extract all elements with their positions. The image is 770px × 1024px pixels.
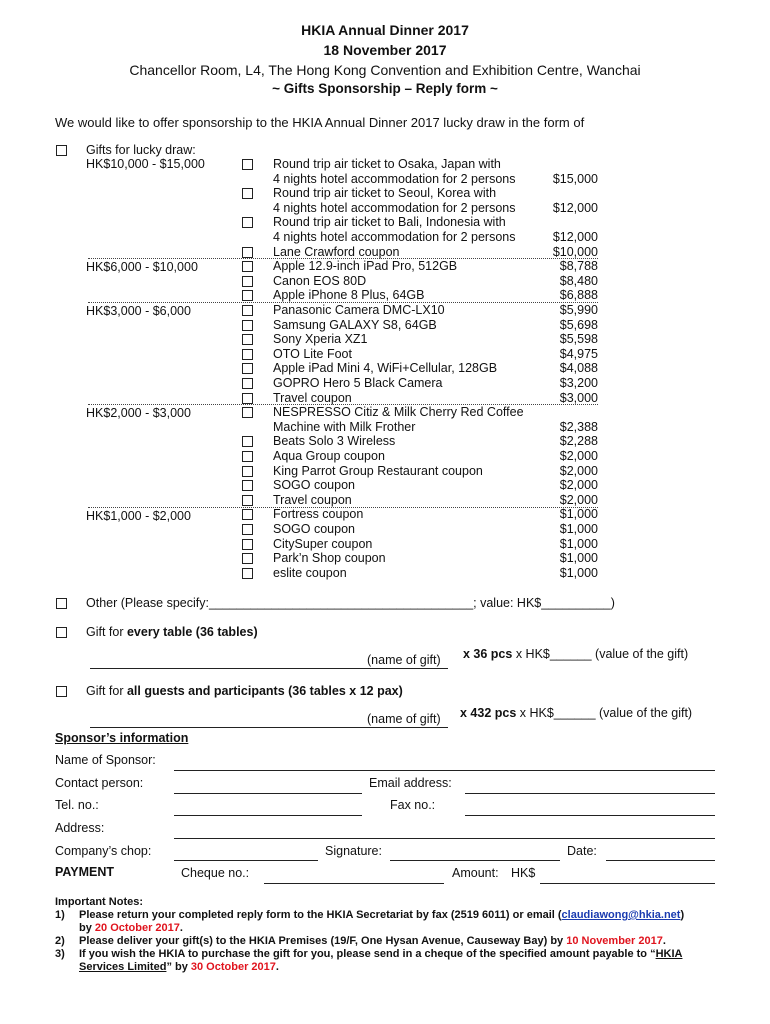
gift-item-name: Apple iPhone 8 Plus, 64GB — [273, 288, 425, 303]
lucky-draw-checkbox[interactable] — [56, 145, 67, 156]
amount-label: Amount: — [452, 866, 499, 880]
amount-currency: HK$ — [511, 866, 536, 880]
amount-field[interactable] — [540, 883, 715, 884]
all-guests-label: Gift for all guests and participants (36 tables x 12 pax) — [86, 684, 403, 698]
gift-item-value: $3,200 — [559, 376, 598, 390]
gift-item-name-line-2: 4 nights hotel accommodation for 2 persons — [273, 230, 516, 244]
gift-item-checkbox[interactable] — [242, 305, 253, 316]
note-3-line-1: If you wish the HKIA to purchase the gift for you, please send in a cheque of the specified amount payable to “HKIA — [79, 948, 683, 960]
fax-label: Fax no.: — [390, 798, 436, 812]
note-number: 3) — [55, 948, 65, 960]
gift-item-checkbox[interactable] — [242, 568, 253, 579]
gift-item-name: Panasonic Camera DMC-LX10 — [273, 303, 445, 317]
intro-text: We would like to offer sponsorship to the HKIA Annual Dinner 2017 lucky draw in the form of — [55, 115, 585, 130]
signature-label: Signature: — [325, 844, 382, 858]
gift-item-name: CitySuper coupon — [273, 536, 373, 551]
gift-item-name: Sony Xperia XZ1 — [273, 332, 368, 347]
address-label: Address: — [55, 821, 105, 835]
sponsor-name-label: Name of Sponsor: — [55, 753, 156, 767]
gift-item-value: $5,598 — [559, 332, 598, 347]
gift-item-name-line-2: 4 nights hotel accommodation for 2 persons — [273, 200, 516, 215]
gift-item-checkbox[interactable] — [242, 247, 253, 258]
fax-field[interactable] — [465, 815, 715, 816]
every-table-label: Gift for every table (36 tables) — [86, 625, 258, 639]
gift-item-name: SOGO coupon — [273, 478, 355, 493]
gift-item-name: Samsung GALAXY S8, 64GB — [273, 317, 437, 332]
date-label: Date: — [567, 844, 597, 858]
date-field[interactable] — [606, 860, 715, 861]
cheque-label: Cheque no.: — [181, 866, 250, 880]
gift-item-checkbox[interactable] — [242, 276, 253, 287]
gift-item-value: $2,000 — [559, 492, 598, 507]
gift-item-name: Park’n Shop coupon — [273, 551, 386, 566]
gift-item-value: $2,000 — [559, 478, 598, 493]
all-guests-name-label: (name of gift) — [367, 712, 441, 726]
email-link[interactable]: claudiawong@hkia.net — [561, 909, 681, 921]
gift-item-name: SOGO coupon — [273, 522, 355, 536]
gift-item-checkbox[interactable] — [242, 188, 253, 199]
form-title: ~ Gifts Sponsorship – Reply form ~ — [272, 81, 498, 96]
gift-item-name: Travel coupon — [273, 492, 352, 507]
gift-item-checkbox[interactable] — [242, 393, 253, 404]
all-guests-checkbox[interactable] — [56, 686, 67, 697]
gift-item-checkbox[interactable] — [242, 539, 253, 550]
gift-item-name: Travel coupon — [273, 390, 352, 405]
tel-label: Tel. no.: — [55, 798, 99, 812]
gift-item-name-line-2: Machine with Milk Frother — [273, 419, 416, 434]
gift-item-checkbox[interactable] — [242, 553, 253, 564]
gift-item-value: $1,000 — [559, 536, 598, 551]
range-label: HK$1,000 - $2,000 — [86, 509, 191, 523]
gift-item-checkbox[interactable] — [242, 436, 253, 447]
all-guests-gift-name-field[interactable] — [90, 727, 448, 728]
gift-item-name: OTO Lite Foot — [273, 346, 352, 361]
gift-item-value: $2,388 — [559, 419, 598, 434]
gift-item-value: $2,000 — [559, 449, 598, 463]
range-label: HK$10,000 - $15,000 — [86, 157, 205, 171]
gift-item-name: Lane Crawford coupon — [273, 244, 400, 259]
company-chop-label: Company’s chop: — [55, 844, 152, 858]
gift-item-name: GOPRO Hero 5 Black Camera — [273, 376, 443, 390]
note-1-line-1: Please return your completed reply form to the HKIA Secretariat by fax (2519 6011) or email (claudiawong@hkia.net) — [79, 909, 685, 921]
sponsor-name-field[interactable] — [174, 770, 715, 771]
cheque-field[interactable] — [264, 883, 444, 884]
gift-item-value: $15,000 — [552, 171, 598, 186]
contact-person-field[interactable] — [174, 793, 362, 794]
tel-field[interactable] — [174, 815, 362, 816]
lucky-draw-label: Gifts for lucky draw: — [86, 143, 196, 157]
other-checkbox[interactable] — [56, 598, 67, 609]
gift-item-value: $2,000 — [559, 463, 598, 478]
gift-item-name: Apple iPad Mini 4, WiFi+Cellular, 128GB — [273, 361, 498, 376]
email-field[interactable] — [465, 793, 715, 794]
event-venue: Chancellor Room, L4, The Hong Kong Convention and Exhibition Centre, Wanchai — [129, 62, 641, 78]
gift-item-checkbox[interactable] — [242, 480, 253, 491]
all-guests-qty[interactable]: x 432 pcs x HK$______ (value of the gift) — [460, 706, 693, 720]
gift-item-checkbox[interactable] — [242, 349, 253, 360]
gift-item-checkbox[interactable] — [242, 466, 253, 477]
gift-item-checkbox[interactable] — [242, 495, 253, 506]
notes-heading: Important Notes: — [55, 896, 143, 908]
payment-label: PAYMENT — [55, 865, 115, 879]
gift-item-value: $2,288 — [559, 434, 598, 449]
gift-item-name: Round trip air ticket to Seoul, Korea with — [273, 186, 497, 201]
gift-item-checkbox[interactable] — [242, 378, 253, 389]
every-table-checkbox[interactable] — [56, 627, 67, 638]
address-field[interactable] — [174, 838, 715, 839]
email-label: Email address: — [369, 776, 452, 790]
gift-item-value: $12,000 — [552, 230, 598, 244]
gift-item-name: Fortress coupon — [273, 507, 364, 522]
note-number: 2) — [55, 935, 65, 947]
gift-item-checkbox[interactable] — [242, 261, 253, 272]
gift-item-value: $10,000 — [552, 244, 598, 259]
every-table-gift-name-field[interactable] — [90, 668, 448, 669]
gift-item-name: Round trip air ticket to Osaka, Japan with — [273, 157, 501, 171]
gift-item-checkbox[interactable] — [242, 363, 253, 374]
gift-item-name: King Parrot Group Restaurant coupon — [273, 463, 483, 478]
gift-item-name: Canon EOS 80D — [273, 273, 367, 288]
gift-item-name: Beats Solo 3 Wireless — [273, 434, 396, 449]
every-table-name-label: (name of gift) — [367, 653, 441, 667]
every-table-qty[interactable]: x 36 pcs x HK$______ (value of the gift) — [463, 647, 689, 661]
gift-item-checkbox[interactable] — [242, 159, 253, 170]
gift-item-value: $1,000 — [559, 551, 598, 566]
event-date: 18 November 2017 — [323, 42, 447, 58]
gift-item-name: eslite coupon — [273, 565, 347, 580]
gift-item-value: $4,088 — [559, 361, 598, 376]
gift-item-checkbox[interactable] — [242, 217, 253, 228]
range-label: HK$3,000 - $6,000 — [86, 304, 191, 318]
gift-item-name: Apple 12.9-inch iPad Pro, 512GB — [273, 259, 458, 274]
gift-item-checkbox[interactable] — [242, 290, 253, 301]
note-2: Please deliver your gift(s) to the HKIA Premises (19/F, One Hysan Avenue, Causeway Bay) by 10 November 2017. — [79, 935, 666, 947]
gift-item-value: $1,000 — [559, 507, 598, 522]
range-label: HK$6,000 - $10,000 — [86, 260, 198, 274]
company-chop-field[interactable] — [174, 860, 318, 861]
gift-item-value: $4,975 — [559, 346, 598, 361]
gift-item-value: $5,990 — [559, 303, 598, 317]
note-3-line-2: Services Limited” by 30 October 2017. — [79, 961, 279, 973]
note-1-line-2: by 20 October 2017. — [79, 922, 183, 934]
gift-item-value: $1,000 — [559, 522, 598, 536]
gift-item-checkbox[interactable] — [242, 407, 253, 418]
other-specify-field[interactable]: Other (Please specify:______________________________________; value: HK$__________) — [86, 596, 615, 610]
contact-person-label: Contact person: — [55, 776, 144, 790]
note-number: 1) — [55, 909, 65, 921]
gift-item-value: $3,000 — [559, 390, 598, 405]
gift-item-name: Aqua Group coupon — [273, 449, 385, 463]
gift-item-name: Round trip air ticket to Bali, Indonesia with — [273, 215, 506, 230]
gift-item-name-line-2: 4 nights hotel accommodation for 2 persons — [273, 171, 516, 186]
gift-item-checkbox[interactable] — [242, 320, 253, 331]
signature-field[interactable] — [390, 860, 560, 861]
gift-item-checkbox[interactable] — [242, 451, 253, 462]
event-title: HKIA Annual Dinner 2017 — [301, 22, 469, 38]
gift-item-value: $1,000 — [559, 565, 598, 580]
range-label: HK$2,000 - $3,000 — [86, 406, 191, 420]
gift-item-checkbox[interactable] — [242, 509, 253, 520]
gift-item-value: $5,698 — [559, 317, 598, 332]
gift-item-checkbox[interactable] — [242, 334, 253, 345]
gift-item-value: $6,888 — [559, 288, 598, 303]
gift-item-value: $8,480 — [559, 273, 598, 288]
gift-item-name: NESPRESSO Citiz & Milk Cherry Red Coffee — [273, 405, 524, 420]
sponsor-heading: Sponsor’s information — [55, 731, 189, 745]
gift-item-value: $12,000 — [552, 200, 598, 215]
gift-item-value: $8,788 — [559, 259, 598, 274]
gift-item-checkbox[interactable] — [242, 524, 253, 535]
